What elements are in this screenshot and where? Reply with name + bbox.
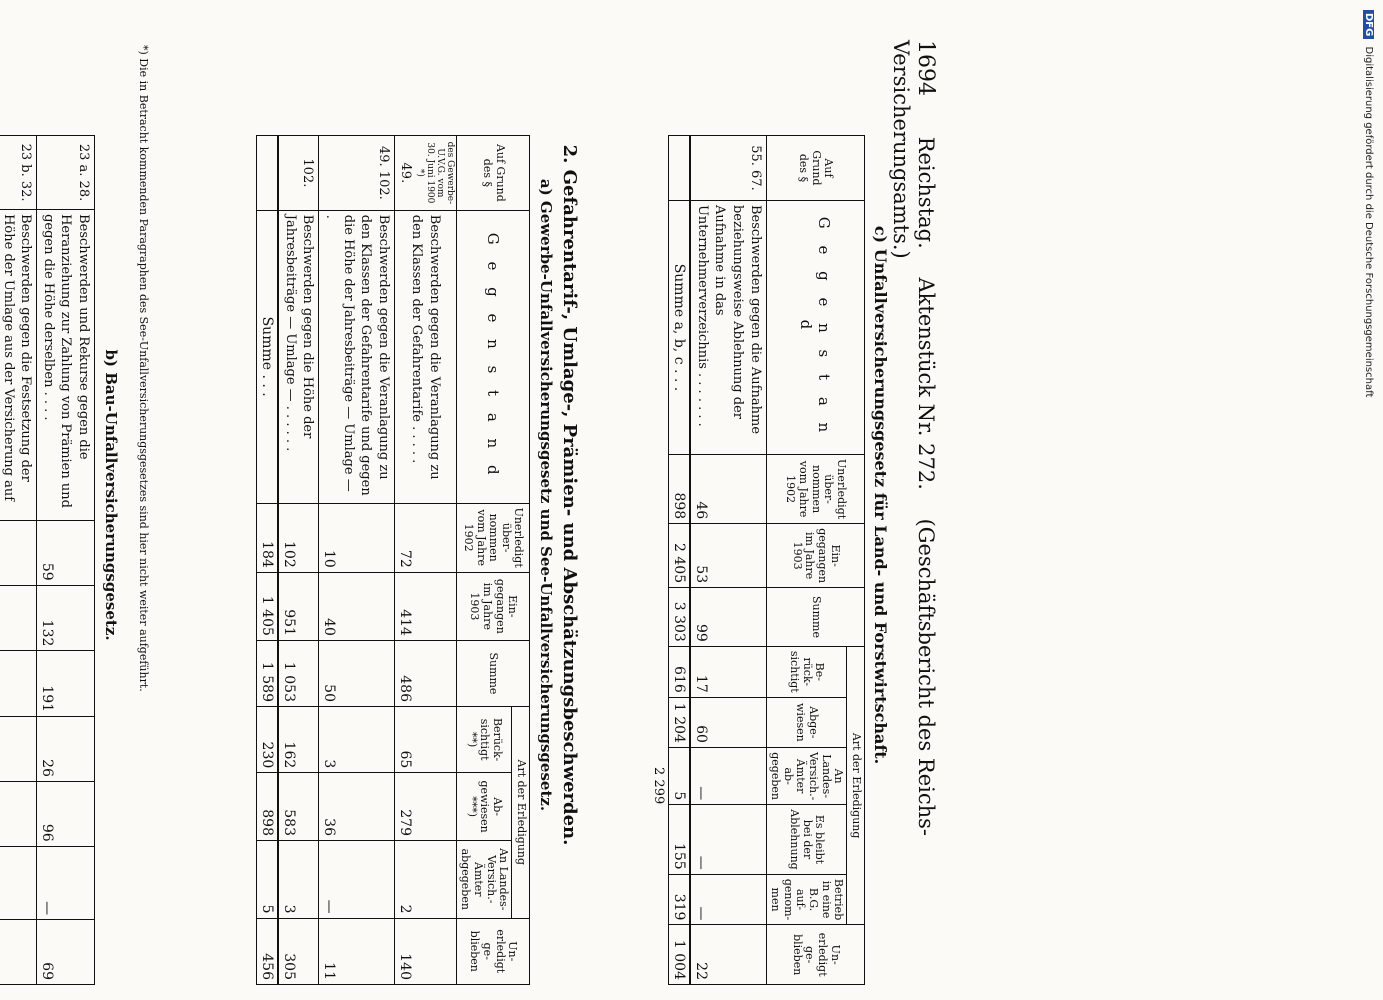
footnote-1: *) Die in Betracht kommenden Paragraphen des See-Unfallversicherungsgesetzes sind hier nicht weiter aufgeführt. xyxy=(137,45,150,692)
gewerbe-note: des Gewerbe-U.V.G. vom 30. Juni 1900 *) xyxy=(415,141,455,205)
col-unerledigt-geblieben: Un-erledigt ge-blieben xyxy=(766,925,864,985)
col-summe: Summe xyxy=(456,640,529,706)
col-eingegangen: Ein-gegangen im Jahre 1903 xyxy=(766,524,864,588)
table-row: 23 a. 28. Beschwerden und Rekurse gegen die Heranziehung zur Zahlung von Prämien und gegen die Höhe derselben . . . . 59 132 191 26 96 — 69 xyxy=(37,136,95,985)
bracket-total: 2 299 xyxy=(651,767,667,805)
col-gegenstand: G e g e n s t a n d xyxy=(456,210,529,503)
table-row: 23 b. 32. Beschwerden gegen die Festsetzung der Höhe der Umlage aus der Versicherung auf xyxy=(0,136,37,985)
section-2a-title: a) Gewerbe-Unfallversicherungsgesetz und See-Unfallversicherungsgesetz. xyxy=(537,178,555,812)
col-auf-grund: Auf Grund des § xyxy=(456,136,529,211)
col-art-erledigung: Art der Erledigung xyxy=(512,706,530,918)
table-gefahrentarif xyxy=(256,135,530,985)
col-beruecksichtigt: Be-rück-sichtigt xyxy=(766,646,847,697)
col-an-landes: An Landes-Versich.-Ämter ab-gegeben xyxy=(766,747,847,804)
side-note xyxy=(1358,10,1378,980)
total-row: Summe a, b, c . . . 898 2 405 3 303 616 1 204 5 155 319 1 004 xyxy=(669,136,691,985)
col-eingegangen: Ein-gegangen im Jahre 1903 xyxy=(456,572,529,640)
total-row: Summe . . . 184 1 405 1 589 230 898 5 456 xyxy=(257,136,279,985)
dfg-logo: DFG xyxy=(1363,10,1374,39)
section-2-title: 2. Gefahrentarif-, Umlage-, Prämien- und Abschätzungsbeschwerden. xyxy=(559,144,580,846)
report-title: (Geschäftsbericht des Reichs-Versicherungsamts.) xyxy=(889,40,938,837)
digitization-note: Digitalisierung gefördert durch die Deutsche Forschungsgemeinschaft xyxy=(1363,46,1374,398)
table-bau xyxy=(0,135,95,985)
col-summe: Summe xyxy=(766,588,864,647)
col-art-erledigung: Art der Erledigung xyxy=(847,646,865,925)
table-land-forst-1 xyxy=(649,135,865,985)
page-number: 1694 xyxy=(913,40,938,96)
col-an-landes: An Landes-Versich.-Ämter abgegeben xyxy=(456,841,512,919)
table-row: 55. 67. Beschwerden gegen die Aufnahme beziehungsweise Ablehnung der Aufnahme in das Unternehmerverzeichnis . . . . . . . 46 53 99 17 60 — — — 22 xyxy=(690,136,766,985)
col-unerledigt: Unerledigt über-nommen vom Jahre 1902 xyxy=(766,454,864,523)
section-b-title: b) Bau-Unfallversicherungsgesetz. xyxy=(102,349,120,641)
col-unerledigt-geblieben: Un-erledigt ge-blieben xyxy=(456,918,529,984)
col-beruecksichtigt: Berück-sichtigt **) xyxy=(456,706,512,772)
col-gegenstand: G e g e n s t a n d xyxy=(766,200,864,454)
table-row: 102. Beschwerden gegen die Höhe der Jahresbeiträge — Umlage — . . . . . . 102 951 1 053 162 583 3 305 xyxy=(278,136,319,985)
col-unerledigt: Unerledigt über-nommen vom Jahre 1902 xyxy=(456,503,529,572)
table-row: des Gewerbe-U.V.G. vom 30. Juni 1900 *) 49. Beschwerden gegen die Veranlagung zu den Klassen der Gefahrentarife . . . . . 72 414 486 65 279 2 140 xyxy=(394,136,456,985)
page-header xyxy=(889,40,938,960)
col-abgewiesen: Abge-wiesen xyxy=(766,697,847,747)
table-c-top-title: c) Unfallversicherungsgesetz für Land- und Forstwirtschaft. xyxy=(871,225,890,765)
col-auf-grund: Auf Grund des § xyxy=(766,136,864,201)
publication-name: Reichstag. xyxy=(914,136,938,249)
document-number: Aktenstück Nr. 272. xyxy=(914,277,938,490)
table-row: 49. 102. Beschwerden gegen die Veranlagung zu den Klassen der Gefahrentarife und gegen die Höhe der Jahresbeiträge — Umlage — . 10 40 50 3 36 — 11 xyxy=(319,136,394,985)
col-es-bleibt: Es bleibt bei der Ablehnung xyxy=(766,805,847,874)
col-betrieb: Betrieb in eine B.G. auf-genom-men xyxy=(766,874,847,925)
col-abgewiesen: Ab-gewiesen ***) xyxy=(456,773,512,841)
